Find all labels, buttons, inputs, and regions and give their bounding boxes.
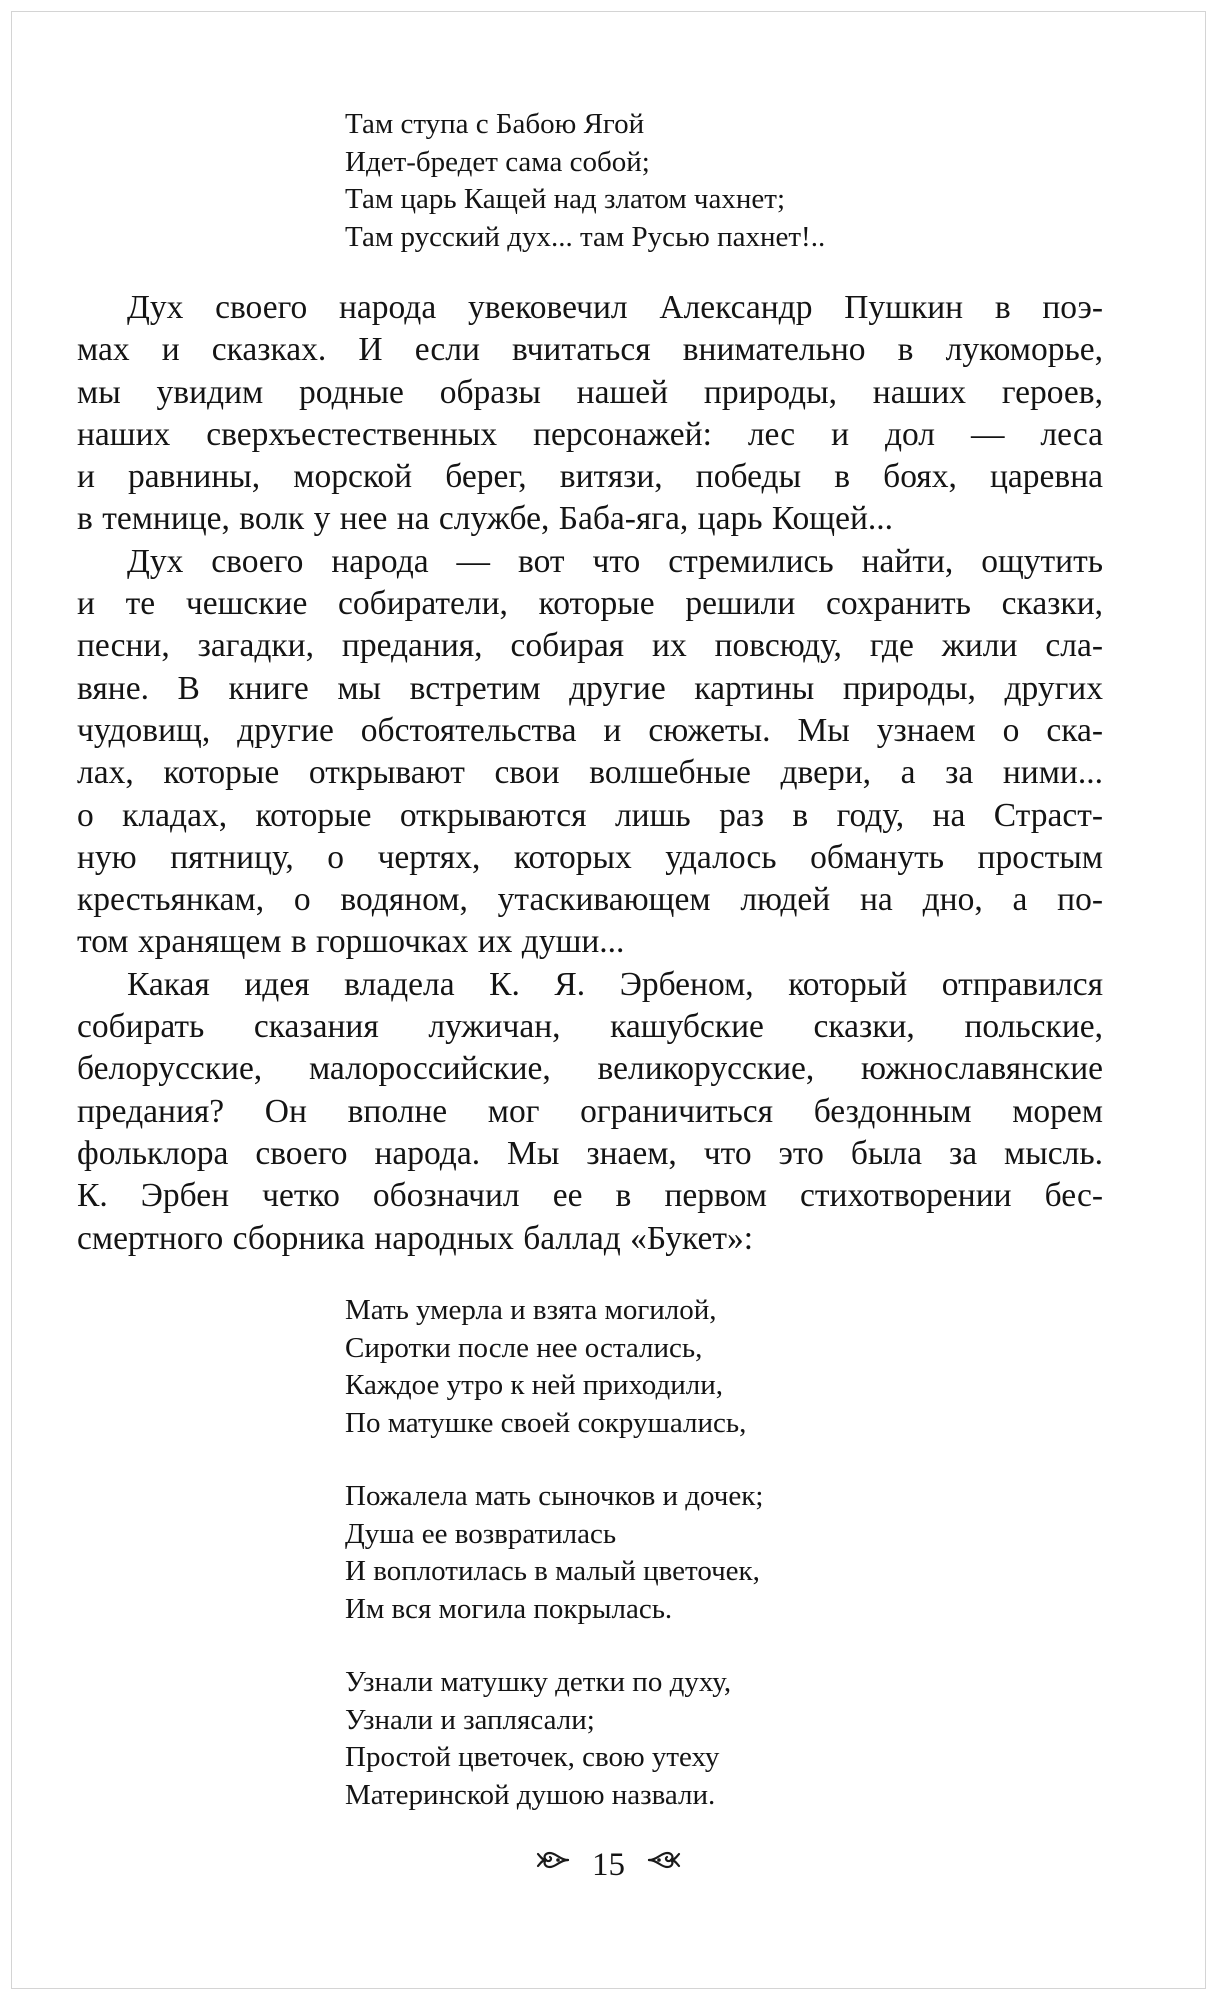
verse-line: Пожалела мать сыночков и дочек;: [345, 1480, 764, 1512]
verse-line: Каждое утро к ней приходили,: [345, 1369, 723, 1401]
prose-line: мы увидим родные образы нашей природы, наших героев,: [77, 373, 1103, 411]
prose-line: Дух своего народа — вот что стремились найти, ощутить: [127, 542, 1103, 580]
prose-line: наших сверхъестественных персонажей: лес и дол — леса: [77, 415, 1103, 453]
prose-line: том хранящем в горшочках их души...: [77, 923, 625, 961]
page-number: 15: [592, 1847, 625, 1884]
verse-line: И воплотилась в малый цветочек,: [345, 1555, 760, 1587]
verse-line: Материнской душою назвали.: [345, 1778, 716, 1811]
verse-line: Душа ее возвратилась: [345, 1517, 617, 1550]
verse-line: По матушке своей сокрушались,: [345, 1406, 747, 1439]
verse-line: Там русский дух... там Русью пахнет!..: [345, 220, 826, 253]
verse-line: Мать умерла и взята могилой,: [345, 1294, 717, 1326]
prose-line: чудовищ, другие обстоятельства и сюжеты. Мы узнаем о ска-: [77, 711, 1103, 749]
prose-line: вяне. В книге мы встретим другие картины природы, других: [77, 669, 1103, 707]
prose-line: лах, которые открывают свои волшебные двери, а за ними...: [77, 754, 1103, 792]
prose-line: и равнины, морской берег, витязи, победы в боях, царевна: [77, 458, 1103, 496]
verse-line: Там ступа с Бабою Ягой: [345, 108, 645, 140]
verse-line: Сиротки после нее остались,: [345, 1331, 703, 1364]
verse-line: Простой цветочек, свою утеху: [345, 1741, 720, 1773]
verse-stanza: [345, 1292, 763, 1442]
prose-line: предания? Он вполне мог ограничиться бездонным морем: [77, 1092, 1103, 1130]
verse-line: Идет-бредет сама собой;: [345, 145, 650, 178]
prose-line: мах и сказках. И если вчитаться внимательно в лукоморье,: [77, 331, 1103, 369]
verse-line: Там царь Кащей над златом чахнет;: [345, 183, 785, 215]
page-footer: [0, 1843, 1217, 1885]
verse-line: Узнали и заплясали;: [345, 1703, 595, 1736]
prose-body: [77, 287, 1103, 1260]
prose-line: белорусские, малороссийские, великорусские, южнославянские: [77, 1050, 1103, 1088]
prose-line: Дух своего народа увековечил Александр Пушкин в поэ-: [127, 289, 1103, 326]
prose-line: ную пятницу, о чертях, которых удалось обмануть простым: [77, 838, 1103, 876]
verse-line: Узнали матушку детки по духу,: [345, 1666, 732, 1698]
prose-line: фольклора своего народа. Мы знаем, что это была за мысль.: [77, 1134, 1103, 1172]
fleuron-left-icon: [536, 1845, 570, 1885]
prose-line: крестьянкам, о водяном, утаскивающем людей на дно, а по-: [77, 881, 1103, 919]
prose-line: и те чешские собиратели, которые решили сохранить сказки,: [77, 585, 1103, 623]
fleuron-right-icon: [647, 1845, 681, 1885]
verse-line: Им вся могила покрылась.: [345, 1592, 673, 1625]
erben-verse: [345, 1292, 763, 1814]
verse-stanza: [345, 1478, 763, 1628]
prose-line: смертного сборника народных баллад «Букет»:: [77, 1219, 754, 1257]
prose-line: К. Эрбен четко обозначил ее в первом стихотворении бес-: [77, 1177, 1103, 1215]
prose-line: в темнице, волк у нее на службе, Баба-яга, царь Кощей...: [77, 500, 894, 538]
prose-line: о кладах, которые открываются лишь раз в году, на Страст-: [77, 796, 1103, 834]
prose-line: Какая идея владела К. Я. Эрбеном, который отправился: [127, 965, 1103, 1003]
prose-line: собирать сказания лужичан, кашубские сказки, польские,: [77, 1008, 1103, 1046]
pushkin-verse: [345, 106, 825, 256]
prose-line: песни, загадки, предания, собирая их повсюду, где жили сла-: [77, 627, 1103, 665]
verse-stanza: [345, 1664, 763, 1814]
